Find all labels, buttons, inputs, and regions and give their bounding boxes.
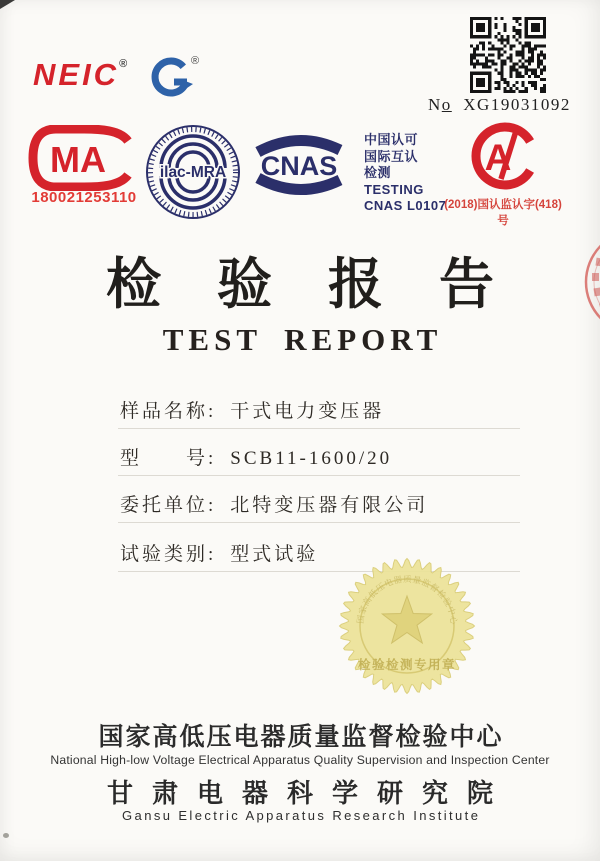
cma-logo [28, 125, 138, 191]
cnas-logo [250, 128, 348, 200]
cma-certificate-number: 180021253110 [31, 189, 137, 206]
issuing-center-zh: 国家高低压电器质量监督检验中心 [98, 723, 504, 751]
scan-artifact-dot [3, 833, 9, 838]
report-number-value: XG19031092 [463, 95, 571, 114]
neic-logo-text: NEIC [33, 57, 120, 92]
field-model [120, 443, 392, 470]
accreditation-line: 国际互认 [364, 148, 419, 164]
field-label: 委托单位: [120, 495, 217, 516]
field-client [120, 490, 428, 517]
field-value: 型式试验 [230, 544, 319, 565]
cma-logo-text: MA [50, 139, 106, 180]
ilac-mra-text: ilac-MRA [159, 164, 227, 181]
ilac-mra-logo [143, 124, 243, 220]
scan-artifact-corner [0, 0, 15, 9]
field-label: 型 号: [120, 448, 217, 469]
report-number [428, 95, 571, 115]
cal-certificate-number: (2018)国认监认字(418)号 [444, 199, 562, 227]
neic-logo [33, 57, 127, 93]
field-test-category [120, 539, 318, 566]
field-value: 北特变压器有限公司 [230, 495, 429, 516]
gs-brand-icon [147, 55, 195, 99]
field-label: 样品名称: [120, 401, 217, 422]
seal-ring-text: 国家高低压电器质量监督检验中心 [354, 573, 460, 626]
registered-mark-icon: ® [119, 58, 128, 70]
no-label-o: o [441, 95, 452, 114]
cal-logo [452, 121, 554, 193]
seal-bottom-text: 检验检测专用章 [357, 658, 457, 672]
page-title-en: TEST REPORT [162, 322, 443, 357]
cnas-logo-text: CNAS [260, 151, 338, 181]
accreditation-line: 检测 [364, 165, 392, 180]
accreditation-text-block [364, 132, 446, 215]
accreditation-line: CNAS L0107 [364, 198, 447, 213]
field-underline [118, 428, 520, 429]
institute-en: Gansu Electric Apparatus Research Institute [122, 808, 481, 823]
gold-seal [322, 548, 492, 713]
field-value: SCB11-1600/20 [230, 448, 393, 469]
accreditation-line: 中国认可 [364, 132, 419, 147]
registered-mark-icon: ® [191, 55, 200, 67]
accreditation-line: TESTING [364, 181, 424, 197]
field-underline [118, 522, 520, 523]
field-underline [118, 475, 520, 476]
page-title-zh: 检验报告 [105, 254, 550, 315]
issuing-center-en: National High-low Voltage Electrical Apparatus Quality Supervision and Inspection Center [50, 753, 550, 767]
field-value: 干式电力变压器 [230, 401, 385, 422]
no-label: N [428, 95, 442, 114]
field-label: 试验类别: [120, 544, 217, 565]
field-sample-name [120, 396, 384, 423]
cal-logo-a: A [484, 137, 512, 178]
institute-zh: 甘肃电器科学研究院 [106, 778, 512, 808]
qr-code [470, 17, 546, 93]
